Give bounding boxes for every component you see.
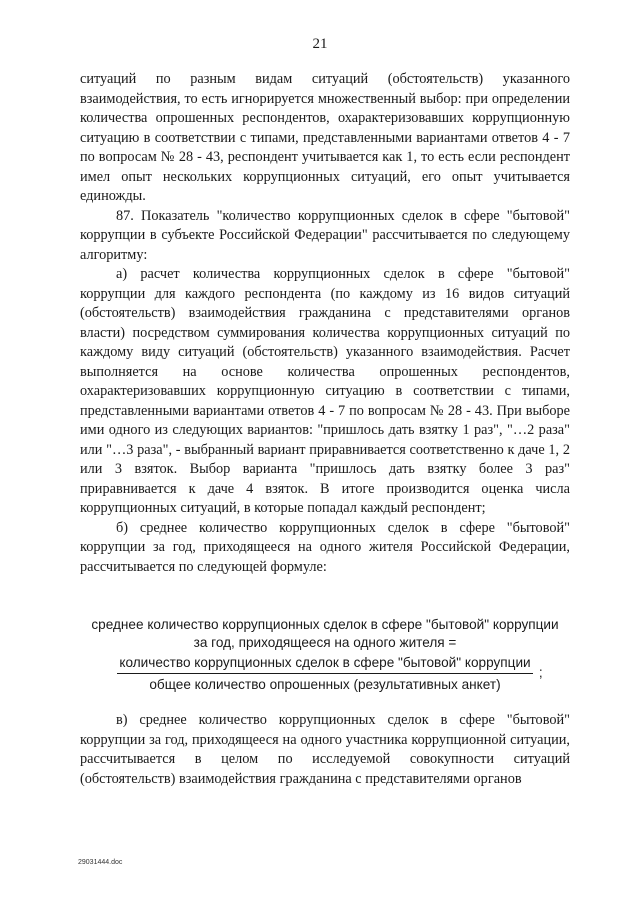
formula-line-1: среднее количество коррупционных сделок в сфере "бытовой" коррупции: [91, 617, 559, 632]
formula-numerator: количество коррупционных сделок в сфере "бытовой" коррупции: [117, 654, 532, 674]
formula-fraction: [117, 654, 532, 694]
page-number: 21: [312, 36, 328, 52]
formula-line-2: за год, приходящееся на одного жителя =: [193, 635, 457, 650]
document-body-continued: [80, 711, 570, 789]
footer-file-code: 29031444.doc: [78, 859, 123, 866]
paragraph-continuation: ситуаций по разным видам ситуаций (обстоятельств) указанного взаимодействия, то есть игнорируется множественный выбор: при определении количества опрошенных респондентов, охарактеризовавших коррупционную ситуацию в соответствии с типами, представленными вариантами ответов 4 - 7 по вопросам № 28 - 43, респондент учитывается как 1, то есть если респондент имел опыт нескольких коррупционных ситуаций, его опыт учитывается единожды.: [80, 71, 570, 204]
paragraph-87: 87. Показатель "количество коррупционных сделок в сфере "бытовой" коррупции в субъекте Российской Федерации" рассчитывается по следующему алгоритму:: [80, 207, 570, 263]
formula-fraction-wrap: [117, 654, 543, 694]
formula-denominator: общее количество опрошенных (результативных анкет): [149, 677, 501, 692]
formula-semicolon: ;: [538, 665, 543, 680]
formula-block: [80, 616, 570, 694]
paragraph-item-a: а) расчет количества коррупционных сделок в сфере "бытовой" коррупции для каждого респондента (по каждому из 16 видов ситуаций (обстоятельств) взаимодействия гражданина с представителями органов власти) посредством суммирования количества коррупционных ситуаций по каждому виду ситуаций (обстоятельств) указанного взаимодействия. Расчет выполняется на основе количества опрошенных респондентов, охарактеризовавших коррупционную ситуацию в соответствии с типами, представленными вариантами ответов 4 - 7 по вопросам № 28 - 43. При выборе ими одного из следующих вариантов: "пришлось дать взятку 1 раз", "…2 раза" или "…3 раза", - выбранный вариант приравнивается соответственно к даче 1, 2 или 3 взяток. Выбор варианта "пришлось дать взятку более 3 раз" приравнивается к даче 4 взяток. В итоге производится оценка числа коррупционных ситуаций, в которые попадал каждый респондент;: [80, 266, 570, 516]
paragraph-item-b: б) среднее количество коррупционных сделок в сфере "бытовой" коррупции за год, приходящееся на одного жителя Российской Федерации, рассчитывается по следующей формуле:: [80, 519, 570, 575]
paragraph-item-v: в) среднее количество коррупционных сделок в сфере "бытовой" коррупции за год, приходящееся на одного участника коррупционной ситуации, рассчитывается в целом по исследуемой совокупности ситуаций (обстоятельств) взаимодействия гражданина с представителями органов: [80, 712, 570, 787]
document-body: [80, 70, 570, 577]
